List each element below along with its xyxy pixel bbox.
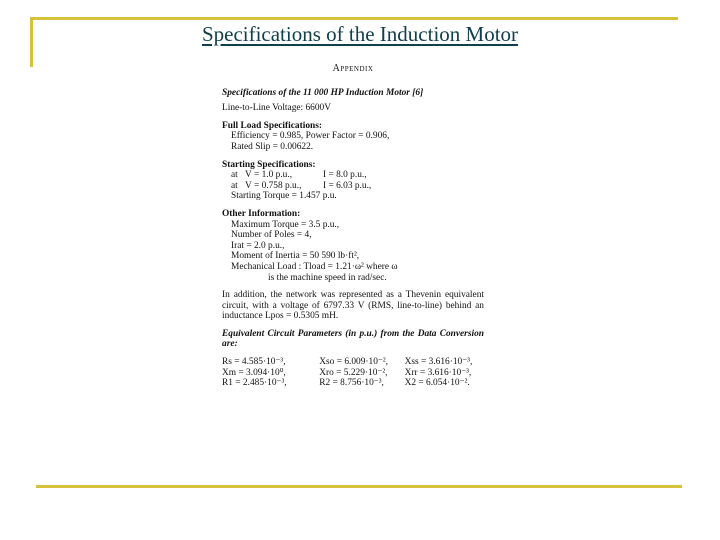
parameter-cell: Xso = 6.009·10⁻², — [319, 357, 389, 368]
other-info-continuation: is the machine speed in rad/sec. — [268, 272, 387, 283]
other-info-line: Number of Poles = 4, — [231, 230, 312, 241]
other-info-heading: Other Information: — [222, 208, 301, 219]
parameter-cell: X2 = 6.054·10⁻². — [404, 378, 470, 389]
parameter-row — [222, 357, 484, 368]
network-paragraph: In addition, the network was represented as a Thevenin equivalent circuit, with a voltage of 6797.33 V (RMS, line-to-line) behind an inductance Lpos = 0.5305 mH. — [222, 290, 484, 322]
frame-top-rule — [30, 17, 678, 20]
other-info-line: Irat = 2.0 p.u., — [231, 240, 285, 251]
parameter-cell: Xrr = 3.616·10⁻³, — [404, 367, 472, 378]
parameter-row — [222, 378, 484, 389]
frame-bottom-rule — [36, 485, 682, 488]
starting-heading: Starting Specifications: — [222, 159, 316, 170]
other-info-line: Maximum Torque = 3.5 p.u., — [231, 219, 340, 230]
full-load-line: Efficiency = 0.985, Power Factor = 0.906, — [231, 131, 390, 142]
equivalent-circuit-heading: Equivalent Circuit Parameters (in p.u.) from the Data Conversion are: — [222, 328, 484, 350]
starting-row — [222, 170, 484, 181]
starting-current: I = 8.0 p.u., — [323, 170, 367, 181]
starting-voltage: V = 0.758 p.u., — [245, 180, 302, 191]
starting-torque: Starting Torque = 1.457 p.u. — [231, 191, 337, 202]
parameter-cell: Rs = 4.585·10⁻³, — [222, 357, 286, 368]
slide-title: Specifications of the Induction Motor — [201, 22, 519, 46]
full-load-heading: Full Load Specifications: — [222, 120, 323, 131]
parameter-cell: R1 = 2.485·10⁻³, — [222, 378, 287, 389]
starting-row — [222, 181, 484, 192]
spec-heading: Specifications of the 11 000 HP Induction Motor [6] — [222, 87, 424, 98]
starting-current: I = 6.03 p.u., — [323, 180, 372, 191]
scanned-appendix-document — [222, 64, 484, 474]
other-info-line: Mechanical Load : Tload = 1.21·ω² where ω — [231, 261, 398, 272]
full-load-line: Rated Slip = 0.00622. — [231, 141, 314, 152]
parameter-cell: Xro = 5.229·10⁻², — [319, 367, 388, 378]
starting-at: at — [231, 170, 238, 181]
parameter-cell: R2 = 8.756·10⁻³, — [319, 378, 384, 389]
starting-at: at — [231, 180, 238, 191]
parameter-cell: Xm = 3.094·10⁰, — [222, 367, 286, 378]
parameter-row — [222, 368, 484, 379]
line-voltage: Line-to-Line Voltage: 6600V — [222, 103, 332, 114]
parameter-cell: Xss = 3.616·10⁻³, — [404, 357, 473, 368]
other-info-line: Moment of Inertia = 50 590 lb·ft², — [231, 251, 360, 262]
starting-voltage: V = 1.0 p.u., — [245, 170, 293, 181]
appendix-heading: Appendix — [332, 63, 374, 74]
